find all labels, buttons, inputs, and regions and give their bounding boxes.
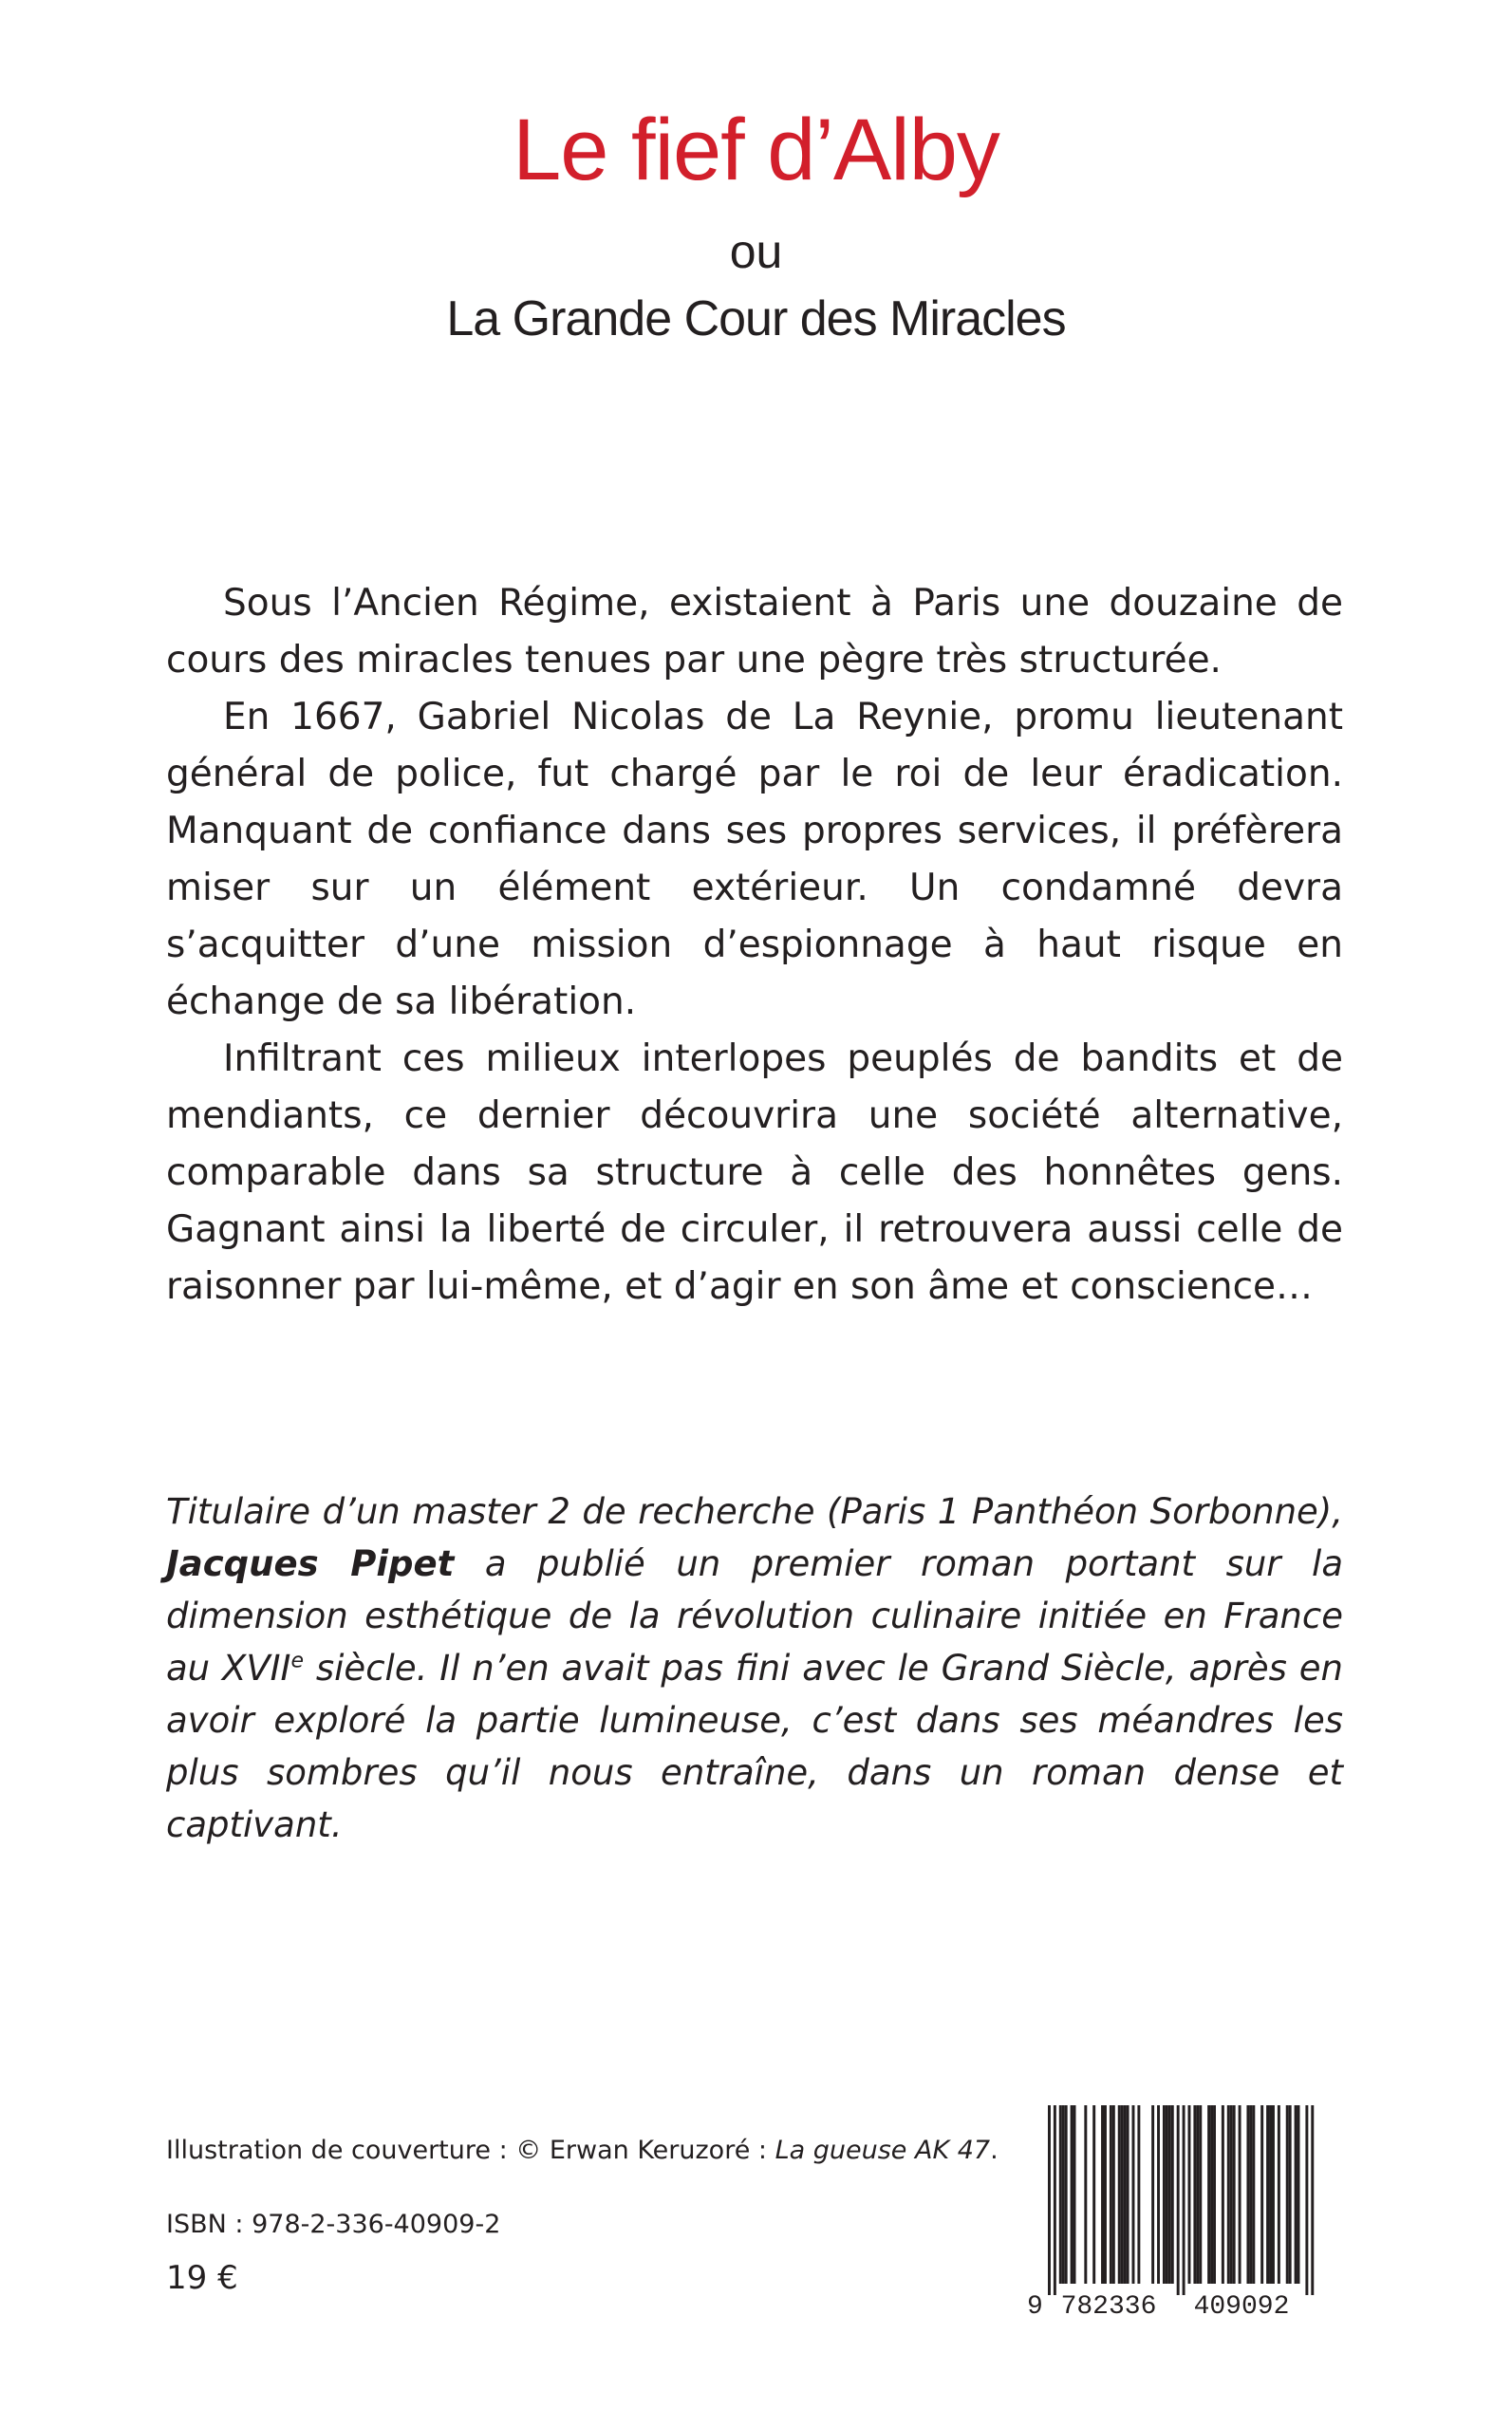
- barcode-bar: [1210, 2105, 1213, 2284]
- barcode-bar: [1266, 2105, 1269, 2284]
- credit-work: La gueuse AK 47: [775, 2136, 991, 2165]
- barcode-bar: [1073, 2105, 1076, 2284]
- barcode-bar: [1188, 2105, 1191, 2284]
- blurb-paragraph: En 1667, Gabriel Nicolas de La Reynie, promu lieutenant général de police, fut chargé par le roi de leur éradication. Manquant de confiance dans ses propres services, il préfèrera miser sur un élément extérieur. Un condamné devra s’acquitter d’une mission d’espionnage à haut risque en échange de sa libération.: [166, 696, 1343, 1023]
- barcode-bar: [1118, 2105, 1121, 2284]
- barcode-bar: [1207, 2105, 1210, 2284]
- isbn-barcode: [1027, 2105, 1329, 2318]
- barcode-bar: [1289, 2105, 1292, 2284]
- barcode-bar: [1121, 2105, 1124, 2284]
- barcode-bar: [1166, 2105, 1168, 2284]
- bio-intro: Titulaire d’un master 2 de recherche (Paris 1 Panthéon Sorbonne),: [166, 1491, 1343, 1532]
- barcode-bar: [1297, 2105, 1300, 2284]
- barcode-bar: [1104, 2105, 1107, 2284]
- barcode-bar: [1272, 2105, 1275, 2284]
- blurb-paragraph: Sous l’Ancien Régime, existaient à Paris une douzaine de cours des miracles tenues par une pègre très structurée.: [166, 582, 1343, 682]
- barcode-bar: [1171, 2105, 1174, 2284]
- barcode-bar: [1177, 2105, 1180, 2295]
- bio-end: siècle. Il n’en avait pas fini avec le Grand Siècle, après en avoir exploré la partie lumineuse, c’est dans ses méandres les plus sombres qu’il nous entraîne, dans un roman dense et captivant.: [166, 1648, 1343, 1845]
- barcode-bar: [1112, 2105, 1115, 2284]
- barcode-bar: [1092, 2105, 1095, 2284]
- barcode-bar: [1065, 2105, 1068, 2284]
- barcode-right-digits: 409092: [1193, 2292, 1290, 2318]
- barcode-bar: [1222, 2105, 1224, 2284]
- barcode-bar: [1249, 2105, 1252, 2284]
- barcode-bar: [1137, 2105, 1140, 2284]
- barcode-bar: [1252, 2105, 1255, 2284]
- century-superscript: e: [290, 1649, 305, 1673]
- barcode-bar: [1054, 2105, 1056, 2295]
- barcode-bar: [1227, 2105, 1230, 2284]
- author-bio: [166, 1485, 1343, 1851]
- barcode-bar: [1196, 2105, 1199, 2284]
- barcode-bar: [1311, 2105, 1314, 2295]
- barcode-bar: [1230, 2105, 1233, 2284]
- barcode-bar: [1127, 2105, 1129, 2284]
- author-name: Jacques Pipet: [166, 1543, 455, 1584]
- barcode-bar: [1151, 2105, 1154, 2284]
- barcode-bar: [1199, 2105, 1202, 2284]
- barcode-bar: [1260, 2105, 1263, 2284]
- price: 19 €: [166, 2259, 238, 2297]
- barcode-bar: [1163, 2105, 1166, 2284]
- blurb: [166, 575, 1343, 1316]
- barcode-bar: [1101, 2105, 1104, 2284]
- barcode-bar: [1132, 2105, 1135, 2284]
- title-connector: ou: [729, 225, 783, 278]
- barcode-bar: [1233, 2105, 1236, 2284]
- barcode-bar: [1295, 2105, 1297, 2284]
- barcode-bar: [1213, 2105, 1216, 2284]
- barcode-bar: [1246, 2105, 1249, 2284]
- barcode-bar: [1084, 2105, 1087, 2284]
- barcode-bar: [1305, 2105, 1308, 2295]
- barcode-bar: [1157, 2105, 1160, 2284]
- credit-end: .: [990, 2136, 999, 2165]
- barcode-bar: [1286, 2105, 1289, 2284]
- barcode-bar: [1278, 2105, 1280, 2284]
- barcode-bar: [1048, 2105, 1051, 2295]
- barcode-bar: [1269, 2105, 1272, 2284]
- barcode-lead-digit: 9: [1027, 2292, 1043, 2318]
- barcode-bar: [1124, 2105, 1127, 2284]
- isbn: ISBN : 978-2-336-40909-2: [166, 2210, 501, 2239]
- barcode-left-digits: 782336: [1060, 2292, 1157, 2318]
- barcode-bar: [1193, 2105, 1196, 2284]
- barcode-bar: [1110, 2105, 1112, 2284]
- book-subtitle: La Grande Cour des Miracles: [446, 291, 1066, 346]
- bio-middle: a publié un premier roman portant sur la dimension esthétique de la révolution culinaire initiée en France au XVII: [166, 1543, 1343, 1689]
- barcode-bar: [1059, 2105, 1062, 2284]
- barcode-bar: [1183, 2105, 1185, 2295]
- barcode-bar: [1062, 2105, 1065, 2284]
- blurb-paragraph: Infiltrant ces milieux interlopes peuplés de bandits et de mendiants, ce dernier découvrira une société alternative, comparable dans sa structure à celle des honnêtes gens. Gagnant ainsi la liberté de circuler, il retrouvera aussi celle de raisonner par lui-même, et d’agir en son âme et conscience…: [166, 1037, 1343, 1308]
- book-title: Le fief d’Alby: [513, 102, 999, 198]
- credit-label: Illustration de couverture : © Erwan Keruzoré :: [166, 2136, 775, 2165]
- barcode-bar: [1168, 2105, 1171, 2284]
- barcode-bars: [1048, 2105, 1314, 2295]
- barcode-bar: [1239, 2105, 1241, 2284]
- barcode-bar: [1071, 2105, 1073, 2284]
- illustration-credit: [166, 2136, 999, 2166]
